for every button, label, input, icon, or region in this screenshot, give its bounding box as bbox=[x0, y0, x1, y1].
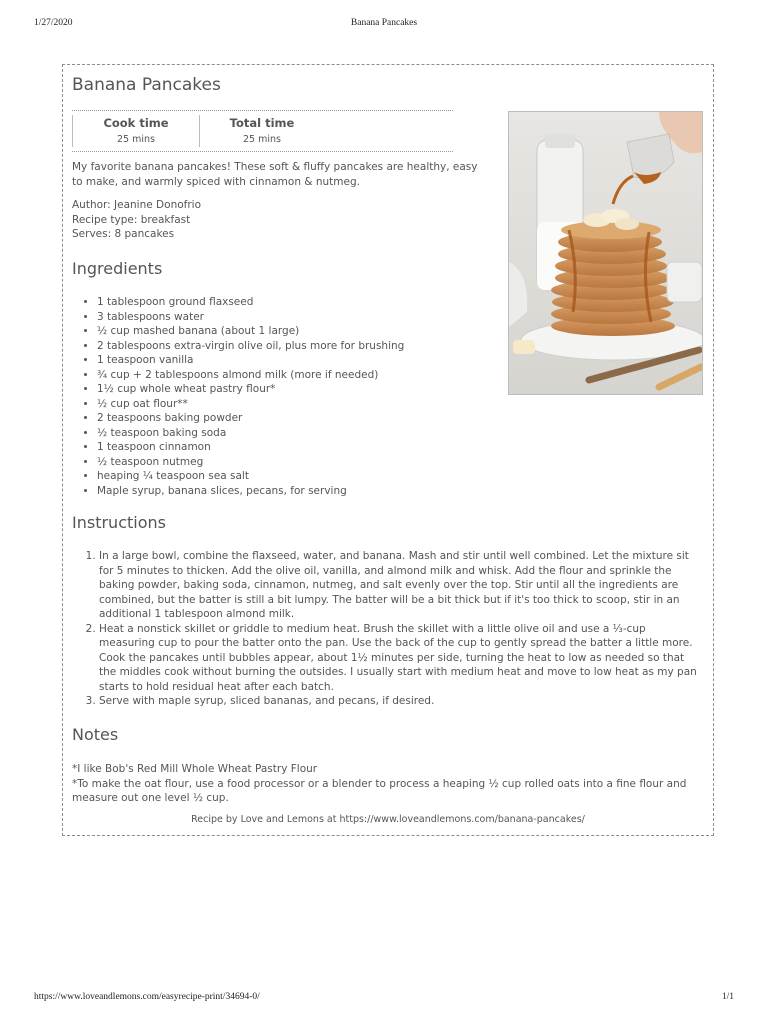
total-time bbox=[199, 115, 325, 147]
ingredient-item: • 1 teaspoon cinnamon bbox=[97, 440, 517, 455]
note-item: *To make the oat flour, use a food processor or a blender to process a heaping ½ cup rolled oats into a fine flour and measure out one level ½ cup. bbox=[72, 777, 687, 804]
pancake-stack-illustration bbox=[509, 112, 702, 394]
instructions-list bbox=[73, 549, 703, 709]
print-url: https://www.loveandlemons.com/easyrecipe-print/34694-0/ bbox=[34, 992, 260, 1002]
pancake-photo bbox=[508, 111, 703, 395]
recipe-card bbox=[62, 64, 714, 836]
instruction-step: 1. In a large bowl, combine the flaxseed, water, and banana. Mash and stir until well combined. Let the mixture sit for 5 minutes to thicken. Add the olive oil, vanilla, and almond milk and whisk. Add the flour and sprinkle the baking powder, baking soda, cinnamon, nutmeg, and salt evenly over the top. Stir until all the ingredients are combined, but the batter is still a bit lumpy. The batter will be a bit thick but if it's too thick to scoop, stir in an additional 1 tablespoon almond milk. bbox=[99, 549, 703, 622]
ingredient-item: • ½ cup oat flour** bbox=[97, 397, 517, 412]
ingredient-item: • 2 tablespoons extra-virgin olive oil, plus more for brushing bbox=[97, 339, 517, 354]
ingredient-item: • heaping ¼ teaspoon sea salt bbox=[97, 469, 517, 484]
ingredient-item: • 2 teaspoons baking powder bbox=[97, 411, 517, 426]
ingredient-item: • ½ teaspoon baking soda bbox=[97, 426, 517, 441]
total-time-value: 25 mins bbox=[243, 134, 281, 145]
ingredient-item: • Maple syrup, banana slices, pecans, for serving bbox=[97, 484, 517, 499]
ingredients-list bbox=[73, 295, 517, 498]
ingredient-item: • ½ teaspoon nutmeg bbox=[97, 455, 517, 470]
ingredient-item: • 1 teaspoon vanilla bbox=[97, 353, 517, 368]
instructions-heading: Instructions bbox=[72, 513, 166, 532]
ingredient-item: • ½ cup mashed banana (about 1 large) bbox=[97, 324, 517, 339]
recipe-author: Author: Jeanine Donofrio bbox=[72, 199, 201, 211]
print-title: Banana Pancakes bbox=[350, 18, 418, 28]
instruction-step: 3. Serve with maple syrup, sliced bananas, and pecans, if desired. bbox=[99, 694, 703, 709]
ingredient-item: • 3 tablespoons water bbox=[97, 310, 517, 325]
print-date: 1/27/2020 bbox=[34, 18, 73, 28]
cook-time-label: Cook time bbox=[103, 116, 169, 130]
notes-body bbox=[72, 762, 692, 806]
recipe-meta bbox=[72, 198, 472, 242]
print-footer bbox=[34, 992, 734, 1006]
note-item: *I like Bob's Red Mill Whole Wheat Pastry Flour bbox=[72, 763, 318, 775]
print-header bbox=[34, 18, 734, 32]
ingredient-item: • ¾ cup + 2 tablespoons almond milk (more if needed) bbox=[97, 368, 517, 383]
recipe-title: Banana Pancakes bbox=[72, 75, 221, 95]
recipe-summary: My favorite banana pancakes! These soft & fluffy pancakes are healthy, easy to make, and warmly spiced with cinnamon & nutmeg. bbox=[72, 161, 478, 188]
recipe-times bbox=[72, 110, 453, 152]
ingredient-item: • 1 tablespoon ground flaxseed bbox=[97, 295, 517, 310]
cook-time-value: 25 mins bbox=[117, 134, 155, 145]
ingredient-item: • 1½ cup whole wheat pastry flour* bbox=[97, 382, 517, 397]
cook-time bbox=[72, 115, 200, 147]
total-time-label: Total time bbox=[229, 116, 295, 130]
notes-heading: Notes bbox=[72, 725, 119, 744]
page-number: 1/1 bbox=[721, 992, 734, 1002]
recipe-serves: Serves: 8 pancakes bbox=[72, 228, 175, 240]
recipe-credit: Recipe by Love and Lemons at https://www.loveandlemons.com/banana-pancakes/ bbox=[191, 814, 585, 825]
instruction-step: 2. Heat a nonstick skillet or griddle to medium heat. Brush the skillet with a little olive oil and use a ⅓-cup measuring cup to pour the batter onto the pan. Use the back of the cup to gently spread the batter a little more. Cook the pancakes until bubbles appear, about 1½ minutes per side, turning the heat to low as needed so that the middles cook without burning the outsides. I usually start with medium heat and move to low heat as my pan starts to hold residual heat after each batch. bbox=[99, 622, 703, 695]
recipe-type: Recipe type: breakfast bbox=[72, 213, 191, 226]
ingredients-heading: Ingredients bbox=[72, 259, 163, 278]
